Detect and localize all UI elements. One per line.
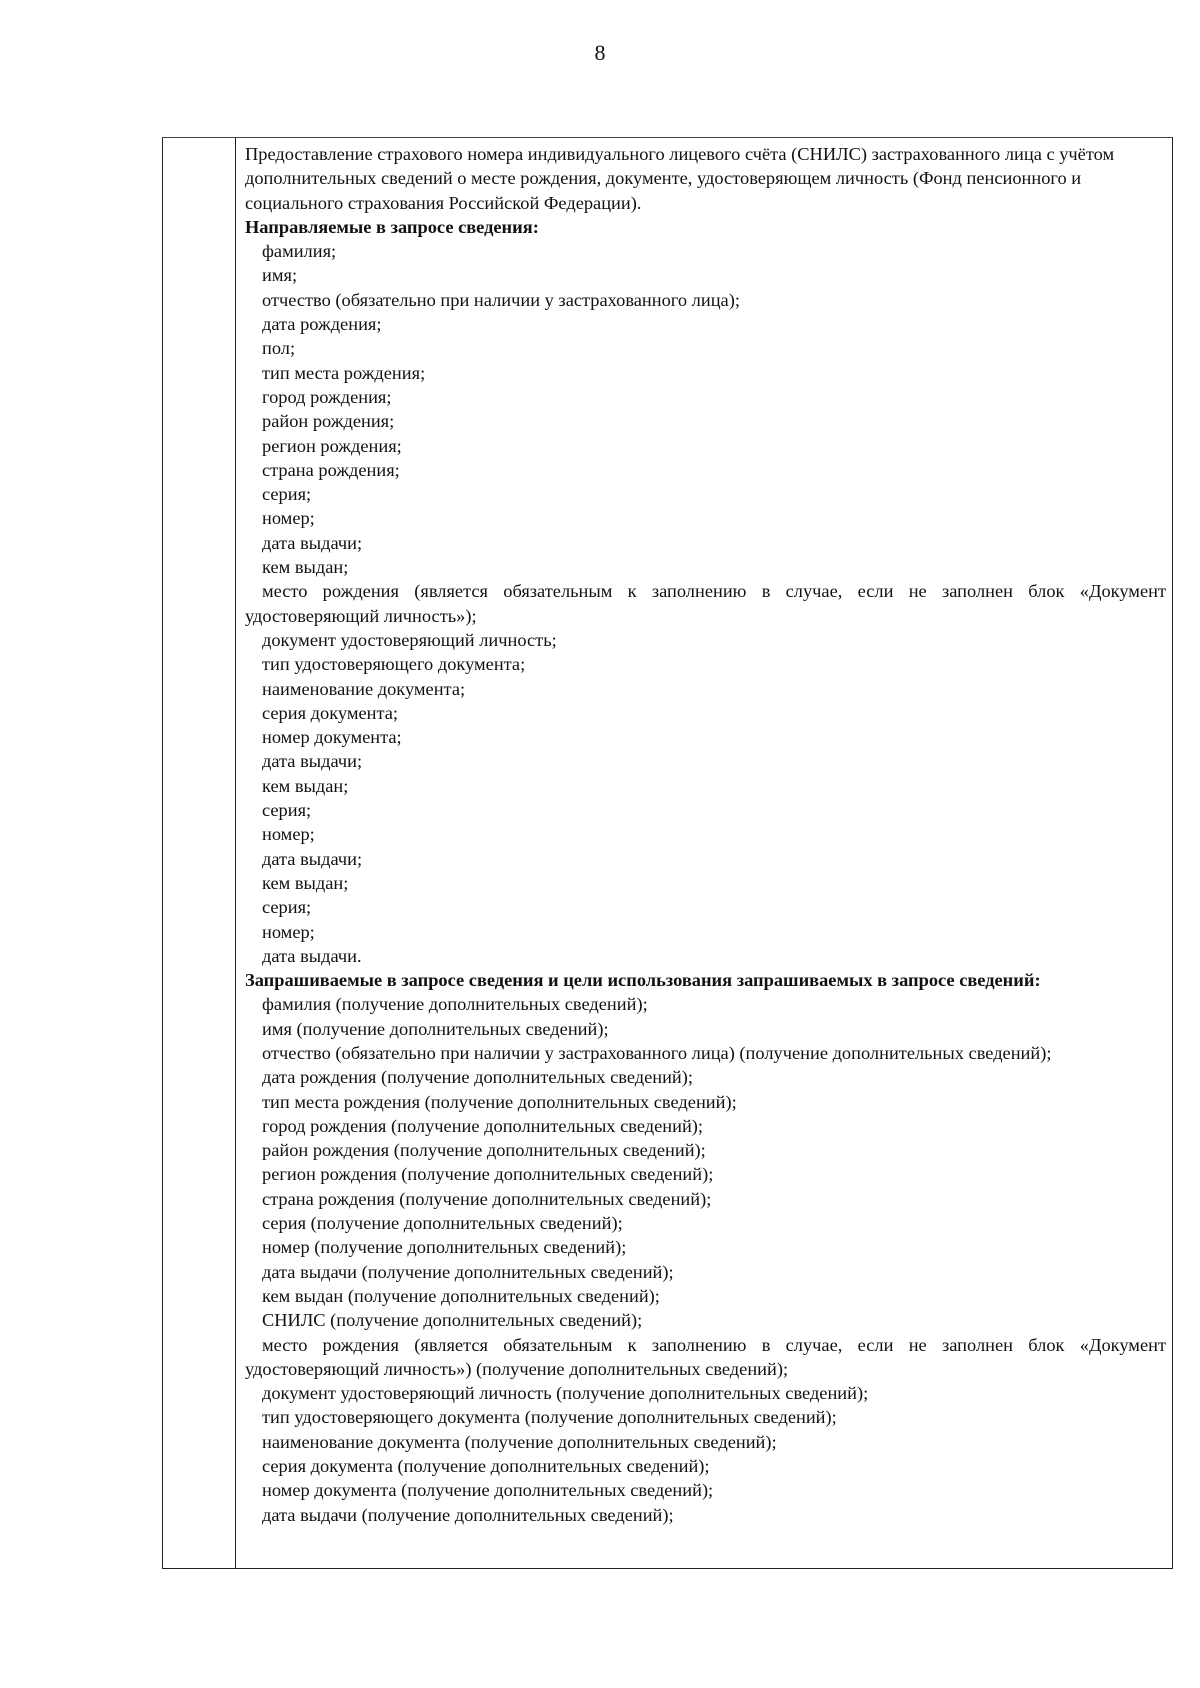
table-right-column xyxy=(236,138,1172,1568)
list-item: дата рождения; xyxy=(262,314,382,335)
document-table xyxy=(162,137,1173,1569)
list-item: тип места рождения (получение дополнительных сведений); xyxy=(262,1091,737,1112)
list-item: номер; xyxy=(262,921,315,942)
list-item: страна рождения (получение дополнительных сведений); xyxy=(262,1188,712,1209)
list-item: серия (получение дополнительных сведений); xyxy=(262,1213,623,1234)
service-description: Предоставление страхового номера индивидуального лицевого счёта (СНИЛС) застрахованного лица с учётом дополнительных сведений о месте рождения, документе, удостоверяющем личность (Фонд пенсионного и социального страхования Российской Федерации). xyxy=(245,144,1115,213)
page-number: 8 xyxy=(594,40,606,65)
requested-data-heading: Запрашиваемые в запросе сведения и цели использования запрашиваемых в запросе сведений: xyxy=(245,970,1041,991)
list-item: регион рождения; xyxy=(262,435,402,456)
list-item: кем выдан; xyxy=(262,872,349,893)
list-item: кем выдан (получение дополнительных сведений); xyxy=(262,1285,660,1306)
list-item: серия; xyxy=(262,800,312,821)
list-item: СНИЛС (получение дополнительных сведений); xyxy=(262,1310,643,1331)
list-item: район рождения (получение дополнительных сведений); xyxy=(262,1140,706,1161)
list-item: номер; xyxy=(262,824,315,845)
list-item: дата выдачи; xyxy=(262,848,363,869)
list-item: тип места рождения; xyxy=(262,362,426,383)
list-item: дата рождения (получение дополнительных сведений); xyxy=(262,1067,694,1088)
list-item: серия документа (получение дополнительных сведений); xyxy=(262,1456,710,1477)
list-item: регион рождения (получение дополнительных сведений); xyxy=(262,1164,714,1185)
list-item: документ удостоверяющий личность (получение дополнительных сведений); xyxy=(262,1383,869,1404)
list-item: дата выдачи; xyxy=(262,532,363,553)
list-item: дата выдачи (получение дополнительных сведений); xyxy=(262,1261,674,1282)
list-item: город рождения (получение дополнительных сведений); xyxy=(262,1115,704,1136)
table-left-column xyxy=(163,138,236,1568)
list-item: город рождения; xyxy=(262,386,392,407)
requested-data-list xyxy=(245,992,1166,1527)
list-item: серия; xyxy=(262,484,312,505)
list-item: страна рождения; xyxy=(262,459,400,480)
list-item: район рождения; xyxy=(262,411,395,432)
list-item: номер документа; xyxy=(262,727,402,748)
list-item: наименование документа (получение дополнительных сведений); xyxy=(262,1431,777,1452)
list-item: номер документа (получение дополнительных сведений); xyxy=(262,1480,714,1501)
sent-data-list xyxy=(245,239,1166,968)
list-item: тип удостоверяющего документа (получение дополнительных сведений); xyxy=(262,1407,837,1428)
list-item: отчество (обязательно при наличии у застрахованного лица) (получение дополнительных сведений); xyxy=(262,1042,1052,1063)
list-item: имя; xyxy=(262,265,298,286)
list-item: наименование документа; xyxy=(262,678,466,699)
list-item: серия; xyxy=(262,897,312,918)
list-item: место рождения (является обязательным к заполнению в случае, если не заполнен блок «Документ удостоверяющий личность»); xyxy=(245,581,1166,626)
list-item: кем выдан; xyxy=(262,557,349,578)
list-item: кем выдан; xyxy=(262,775,349,796)
list-item: тип удостоверяющего документа; xyxy=(262,654,526,675)
list-item: дата выдачи; xyxy=(262,751,363,772)
list-item: серия документа; xyxy=(262,702,398,723)
list-item: имя (получение дополнительных сведений); xyxy=(262,1018,609,1039)
list-item: фамилия; xyxy=(262,241,337,262)
list-item: место рождения (является обязательным к заполнению в случае, если не заполнен блок «Документ удостоверяющий личность») (получение дополнительных сведений); xyxy=(245,1334,1166,1379)
list-item: отчество (обязательно при наличии у застрахованного лица); xyxy=(262,289,740,310)
sent-data-heading: Направляемые в запросе сведения: xyxy=(245,216,539,237)
list-item: документ удостоверяющий личность; xyxy=(262,629,557,650)
list-item: пол; xyxy=(262,338,296,359)
list-item: дата выдачи. xyxy=(262,945,362,966)
list-item: дата выдачи (получение дополнительных сведений); xyxy=(262,1504,674,1525)
list-item: номер; xyxy=(262,508,315,529)
list-item: фамилия (получение дополнительных сведений); xyxy=(262,994,648,1015)
list-item: номер (получение дополнительных сведений); xyxy=(262,1237,627,1258)
